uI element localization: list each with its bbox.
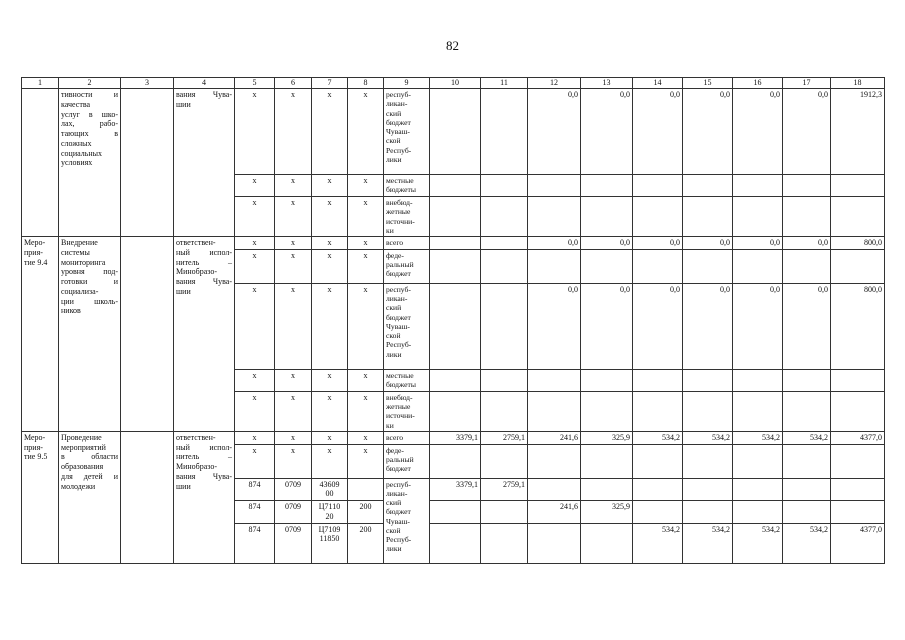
funding-source-cell: респуб- ликан- ский бюджет Чуваш- ской Респуб- лики: [384, 478, 430, 563]
code-cell: 0709: [275, 523, 312, 563]
amount-cell: [528, 478, 581, 501]
funding-source-cell: местные бюджеты: [384, 369, 430, 391]
column-number-header: 17: [783, 78, 831, 89]
amount-cell: 4377,0: [831, 431, 885, 444]
amount-cell: 0,0: [581, 89, 633, 175]
budget-table: [21, 77, 885, 564]
funding-source-cell: респуб- ликан- ский бюджет Чуваш- ской Респуб- лики: [384, 89, 430, 175]
funding-source-cell: всего: [384, 431, 430, 444]
amount-cell: 0,0: [633, 283, 683, 369]
amount-cell: 0,0: [683, 89, 733, 175]
amount-cell: [831, 197, 885, 237]
code-cell: x: [235, 175, 275, 197]
amount-cell: [430, 249, 481, 283]
code-cell: x: [312, 283, 348, 369]
amount-cell: 325,9: [581, 501, 633, 524]
code-cell: 0709: [275, 501, 312, 524]
amount-cell: [430, 89, 481, 175]
table-row: [22, 237, 885, 250]
code-cell: x: [348, 431, 384, 444]
amount-cell: [430, 369, 481, 391]
code-cell: [348, 478, 384, 501]
amount-cell: [581, 444, 633, 478]
column-number-header: 18: [831, 78, 885, 89]
amount-cell: 241,6: [528, 431, 581, 444]
amount-cell: [733, 175, 783, 197]
code-cell: x: [235, 283, 275, 369]
amount-cell: [683, 444, 733, 478]
page-number: 82: [446, 38, 459, 53]
empty-column-3-cell: [121, 431, 174, 563]
amount-cell: [430, 283, 481, 369]
code-cell: x: [235, 249, 275, 283]
amount-cell: [831, 175, 885, 197]
column-number-header: 14: [633, 78, 683, 89]
code-cell: 200: [348, 523, 384, 563]
amount-cell: [733, 478, 783, 501]
empty-column-3-cell: [121, 237, 174, 432]
amount-cell: 241,6: [528, 501, 581, 524]
amount-cell: 2759,1: [481, 478, 528, 501]
code-cell: x: [312, 369, 348, 391]
code-cell: x: [275, 391, 312, 431]
amount-cell: 0,0: [783, 89, 831, 175]
amount-cell: 4377,0: [831, 523, 885, 563]
table-row: [22, 431, 885, 444]
amount-cell: [733, 249, 783, 283]
amount-cell: 0,0: [733, 283, 783, 369]
amount-cell: [581, 369, 633, 391]
amount-cell: 0,0: [528, 89, 581, 175]
code-cell: 874: [235, 478, 275, 501]
amount-cell: 0,0: [783, 237, 831, 250]
amount-cell: [481, 501, 528, 524]
amount-cell: [528, 369, 581, 391]
funding-source-cell: внебюд- жетные источни- ки: [384, 391, 430, 431]
amount-cell: [783, 444, 831, 478]
column-number-header: 12: [528, 78, 581, 89]
column-number-header: 6: [275, 78, 312, 89]
measure-number-cell: Меро- прия- тие 9.5: [22, 431, 59, 563]
amount-cell: [481, 89, 528, 175]
amount-cell: [528, 523, 581, 563]
amount-cell: [683, 478, 733, 501]
code-cell: x: [235, 237, 275, 250]
amount-cell: [733, 444, 783, 478]
amount-cell: 0,0: [733, 237, 783, 250]
code-cell: x: [312, 431, 348, 444]
amount-cell: [633, 444, 683, 478]
amount-cell: [581, 478, 633, 501]
amount-cell: [831, 444, 885, 478]
amount-cell: 534,2: [683, 523, 733, 563]
amount-cell: [633, 391, 683, 431]
amount-cell: [481, 249, 528, 283]
code-cell: x: [275, 89, 312, 175]
funding-source-cell: всего: [384, 237, 430, 250]
amount-cell: 2759,1: [481, 431, 528, 444]
column-number-header: 2: [59, 78, 121, 89]
amount-cell: [430, 391, 481, 431]
amount-cell: [528, 249, 581, 283]
amount-cell: [528, 197, 581, 237]
amount-cell: 800,0: [831, 237, 885, 250]
amount-cell: 800,0: [831, 283, 885, 369]
amount-cell: 3379,1: [430, 431, 481, 444]
amount-cell: 0,0: [683, 283, 733, 369]
amount-cell: [633, 501, 683, 524]
code-cell: x: [348, 391, 384, 431]
amount-cell: 534,2: [633, 523, 683, 563]
code-cell: x: [275, 197, 312, 237]
amount-cell: [430, 444, 481, 478]
code-cell: x: [348, 283, 384, 369]
amount-cell: [633, 249, 683, 283]
amount-cell: [528, 444, 581, 478]
code-cell: x: [312, 197, 348, 237]
amount-cell: [683, 197, 733, 237]
amount-cell: [481, 175, 528, 197]
code-cell: x: [235, 197, 275, 237]
funding-source-cell: респуб- ликан- ский бюджет Чуваш- ской Респуб- лики: [384, 283, 430, 369]
amount-cell: [733, 369, 783, 391]
amount-cell: [783, 391, 831, 431]
amount-cell: [783, 369, 831, 391]
amount-cell: [783, 249, 831, 283]
amount-cell: [733, 197, 783, 237]
code-cell: x: [312, 89, 348, 175]
amount-cell: 534,2: [783, 431, 831, 444]
code-cell: x: [275, 369, 312, 391]
amount-cell: [581, 249, 633, 283]
column-number-header: 5: [235, 78, 275, 89]
code-cell: x: [312, 249, 348, 283]
column-number-header: 10: [430, 78, 481, 89]
amount-cell: [481, 369, 528, 391]
code-cell: x: [235, 89, 275, 175]
amount-cell: 0,0: [783, 283, 831, 369]
amount-cell: [831, 478, 885, 501]
amount-cell: [683, 369, 733, 391]
amount-cell: 0,0: [528, 237, 581, 250]
amount-cell: [683, 249, 733, 283]
amount-cell: [581, 523, 633, 563]
amount-cell: [430, 175, 481, 197]
executor-cell: ответствен- ный испол- нитель – Минобразо- вания Чува- шии: [174, 237, 235, 432]
amount-cell: 534,2: [683, 431, 733, 444]
code-cell: x: [312, 237, 348, 250]
column-number-header: 15: [683, 78, 733, 89]
code-cell: x: [348, 197, 384, 237]
funding-source-cell: внебюд- жетные источни- ки: [384, 197, 430, 237]
code-cell: x: [275, 237, 312, 250]
amount-cell: [831, 391, 885, 431]
amount-cell: [831, 369, 885, 391]
amount-cell: [581, 175, 633, 197]
amount-cell: [481, 444, 528, 478]
amount-cell: [831, 501, 885, 524]
code-cell: 874: [235, 501, 275, 524]
column-number-header: 7: [312, 78, 348, 89]
amount-cell: [733, 391, 783, 431]
amount-cell: 0,0: [733, 89, 783, 175]
executor-cell: ответствен- ный испол- нитель – Минобразо- вания Чува- шии: [174, 431, 235, 563]
amount-cell: [633, 369, 683, 391]
amount-cell: [783, 197, 831, 237]
code-cell: x: [275, 175, 312, 197]
amount-cell: [633, 478, 683, 501]
amount-cell: 325,9: [581, 431, 633, 444]
funding-source-cell: феде- ральный бюджет: [384, 444, 430, 478]
column-number-header: 8: [348, 78, 384, 89]
amount-cell: [683, 175, 733, 197]
measure-name-cell: Внедрение системы мониторинга уровня под- готовки и социализа- ции школь- ников: [59, 237, 121, 432]
amount-cell: 0,0: [633, 89, 683, 175]
column-number-header: 11: [481, 78, 528, 89]
amount-cell: [783, 501, 831, 524]
amount-cell: 3379,1: [430, 478, 481, 501]
code-cell: x: [348, 249, 384, 283]
measure-name-cell: Проведение мероприятий в области образования для детей и молодежи: [59, 431, 121, 563]
amount-cell: [733, 501, 783, 524]
table-row: [22, 89, 885, 175]
code-cell: x: [235, 431, 275, 444]
amount-cell: [683, 501, 733, 524]
code-cell: x: [235, 391, 275, 431]
measure-number-cell: [22, 89, 59, 237]
code-cell: x: [348, 175, 384, 197]
amount-cell: [481, 523, 528, 563]
code-cell: x: [275, 283, 312, 369]
code-cell: 874: [235, 523, 275, 563]
code-cell: 0709: [275, 478, 312, 501]
amount-cell: 1912,3: [831, 89, 885, 175]
amount-cell: [633, 175, 683, 197]
amount-cell: [528, 175, 581, 197]
code-cell: x: [312, 444, 348, 478]
amount-cell: 0,0: [581, 283, 633, 369]
amount-cell: [683, 391, 733, 431]
code-cell: x: [312, 175, 348, 197]
code-cell: x: [312, 391, 348, 431]
amount-cell: [581, 391, 633, 431]
amount-cell: [783, 175, 831, 197]
code-cell: x: [348, 444, 384, 478]
empty-column-3-cell: [121, 89, 174, 237]
amount-cell: 0,0: [581, 237, 633, 250]
executor-cell: вания Чува- шии: [174, 89, 235, 237]
amount-cell: [633, 197, 683, 237]
column-number-header: 16: [733, 78, 783, 89]
funding-source-cell: феде- ральный бюджет: [384, 249, 430, 283]
code-cell: x: [348, 237, 384, 250]
amount-cell: 534,2: [633, 431, 683, 444]
column-number-header: 4: [174, 78, 235, 89]
amount-cell: 0,0: [528, 283, 581, 369]
code-cell: x: [275, 431, 312, 444]
amount-cell: [581, 197, 633, 237]
header-row: [22, 78, 885, 89]
code-cell: 43609 00: [312, 478, 348, 501]
amount-cell: [481, 197, 528, 237]
amount-cell: [430, 501, 481, 524]
amount-cell: 0,0: [633, 237, 683, 250]
code-cell: x: [275, 444, 312, 478]
column-number-header: 3: [121, 78, 174, 89]
amount-cell: 534,2: [733, 431, 783, 444]
amount-cell: [831, 249, 885, 283]
amount-cell: [481, 237, 528, 250]
amount-cell: [783, 478, 831, 501]
code-cell: x: [235, 444, 275, 478]
column-number-header: 1: [22, 78, 59, 89]
code-cell: Ц7109 11850: [312, 523, 348, 563]
code-cell: x: [275, 249, 312, 283]
amount-cell: 0,0: [683, 237, 733, 250]
code-cell: x: [348, 369, 384, 391]
code-cell: x: [348, 89, 384, 175]
amount-cell: 534,2: [733, 523, 783, 563]
amount-cell: [528, 391, 581, 431]
amount-cell: [481, 283, 528, 369]
code-cell: Ц7110 20: [312, 501, 348, 524]
measure-number-cell: Меро- прия- тие 9.4: [22, 237, 59, 432]
measure-name-cell: тивности и качества услуг в шко- лах, рабо- тающих в сложных социальных условиях: [59, 89, 121, 237]
amount-cell: [481, 391, 528, 431]
funding-source-cell: местные бюджеты: [384, 175, 430, 197]
column-number-header: 9: [384, 78, 430, 89]
amount-cell: 534,2: [783, 523, 831, 563]
code-cell: 200: [348, 501, 384, 524]
code-cell: x: [235, 369, 275, 391]
amount-cell: [430, 523, 481, 563]
amount-cell: [430, 197, 481, 237]
amount-cell: [430, 237, 481, 250]
column-number-header: 13: [581, 78, 633, 89]
